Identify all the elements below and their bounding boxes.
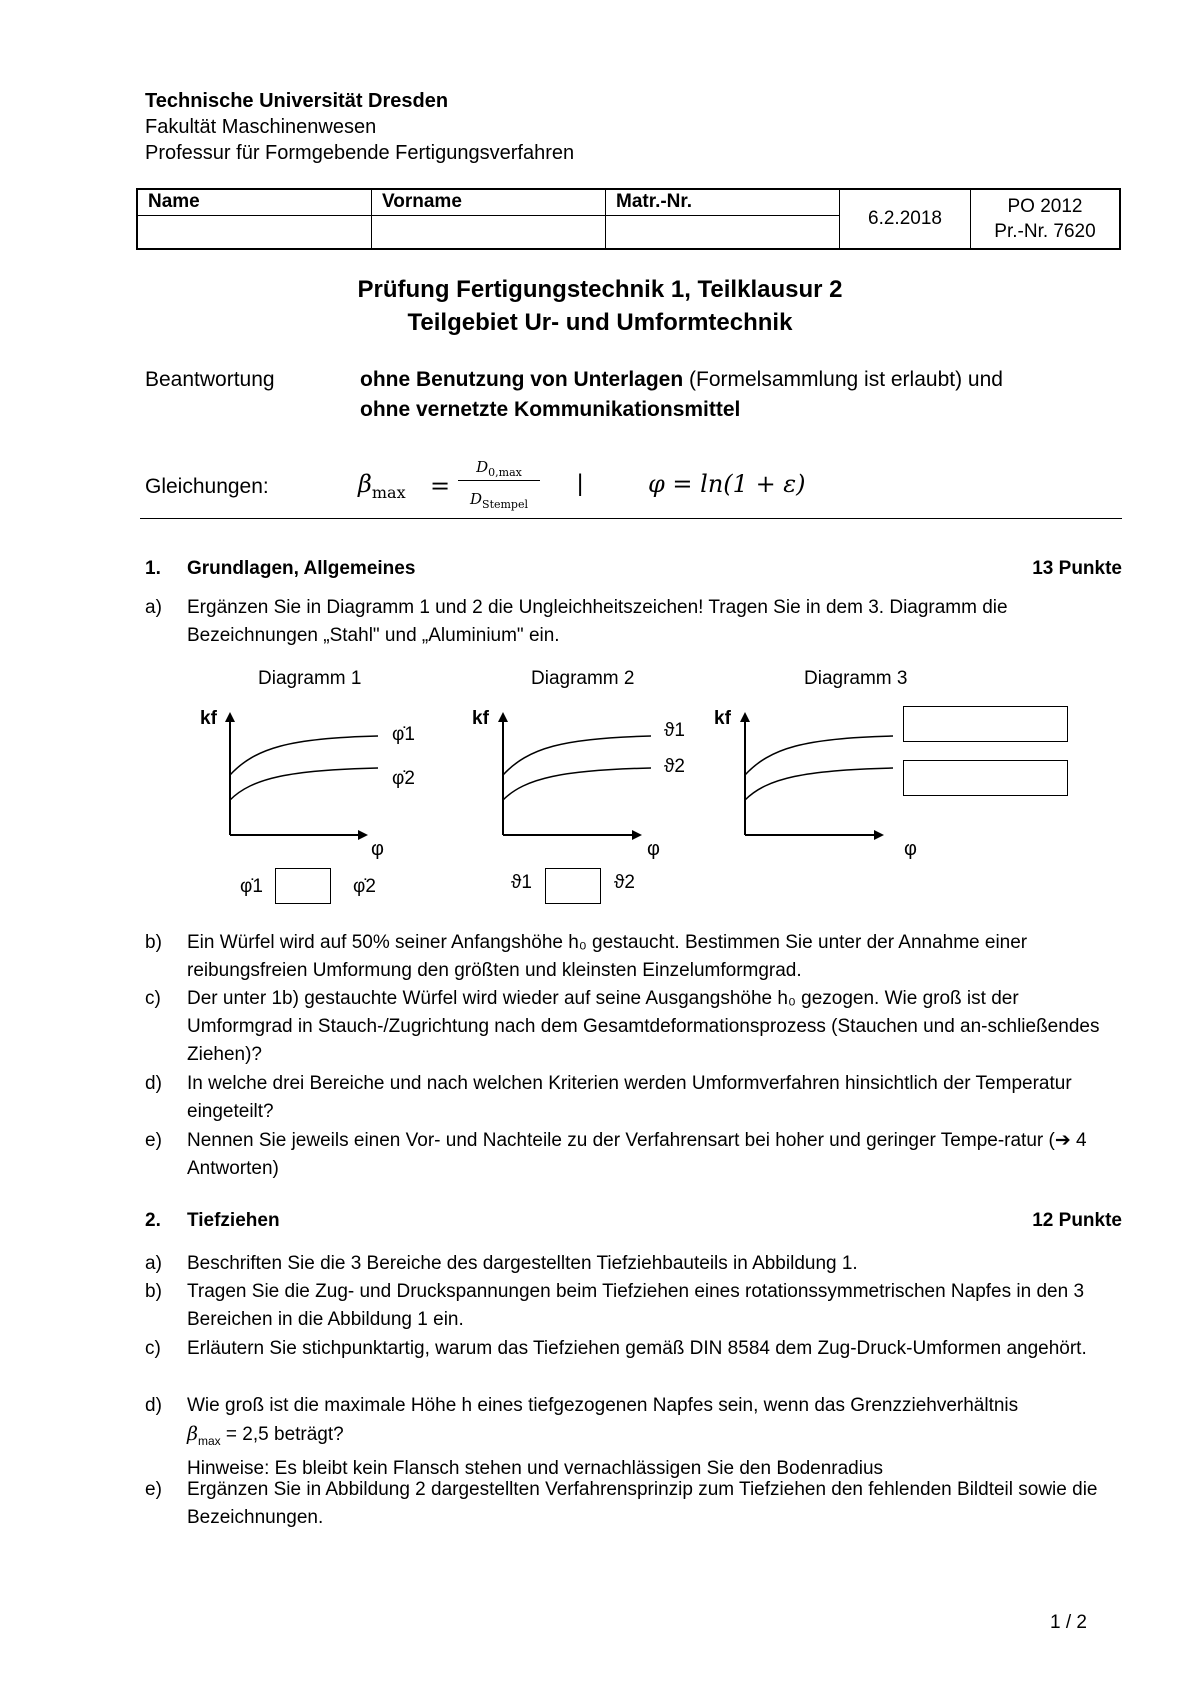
diagram1-title: Diagramm 1 xyxy=(258,668,362,689)
diagram2-compare-right: ϑ2 xyxy=(614,872,635,893)
instructions-line2: ohne vernetzte Kommunikationsmittel xyxy=(360,398,741,421)
diagram2-plot xyxy=(503,714,651,835)
vorname-label: Vorname xyxy=(372,189,606,215)
diagram3-upper-answer-box[interactable] xyxy=(903,706,1068,742)
q1b-label: b) xyxy=(145,932,162,953)
numerator-d: D xyxy=(476,458,489,476)
diagram1-inequality-box[interactable] xyxy=(275,868,331,904)
diagram1-lower-curve xyxy=(230,768,378,800)
q2d-beta: β xyxy=(187,1423,198,1445)
phi-equation: φ = ln(1 + ε) xyxy=(648,470,806,498)
q2d-label: d) xyxy=(145,1395,162,1416)
q2c-label: c) xyxy=(145,1338,161,1359)
diagram3-x-label: φ xyxy=(904,838,917,860)
diagram1-compare-left: φ̇1 xyxy=(240,876,263,897)
diagram2-y-label: kf xyxy=(472,708,489,729)
instructions-label: Beantwortung xyxy=(145,368,275,391)
matr-label: Matr.-Nr. xyxy=(606,189,840,215)
faculty-name: Fakultät Maschinenwesen xyxy=(145,116,377,138)
exam-title: Prüfung Fertigungstechnik 1, Teilklausur 2 xyxy=(357,276,843,303)
q2d-hint: Hinweise: Es bleibt kein Flansch stehen und vernachlässigen Sie den Bodenradius xyxy=(187,1457,884,1479)
diagram1-y-label: kf xyxy=(200,708,217,729)
section1-points: 13 Punkte xyxy=(1032,558,1122,579)
q2d-line1: Wie groß ist die maximale Höhe h eines tiefgezogenen Napfes sein, wenn das Grenzziehverhältnis xyxy=(187,1395,1019,1416)
fraction-numerator xyxy=(458,458,540,481)
q1e-text: Nennen Sie jeweils einen Vor- und Nachteile zu der Verfahrensart bei hoher und geringer Tempe-ratur (➔ 4 Antworten) xyxy=(187,1130,1087,1179)
q1e-label: e) xyxy=(145,1130,162,1151)
instructions-line1-bold: ohne Benutzung von Unterlagen xyxy=(360,368,684,391)
diagram2-upper-label: ϑ1 xyxy=(664,720,685,741)
denominator-sub: Stempel xyxy=(482,498,528,511)
q2d-line2-rest: = 2,5 beträgt? xyxy=(220,1424,344,1445)
chair-name: Professur für Formgebende Fertigungsverfahren xyxy=(145,142,575,164)
diagram1-upper-label: φ̇1 xyxy=(392,724,415,745)
matr-field[interactable] xyxy=(606,215,840,249)
q2d-text xyxy=(187,1392,1122,1483)
q2b-label: b) xyxy=(145,1281,162,1302)
diagram1-x-label: φ xyxy=(371,838,384,860)
q1c-text: Der unter 1b) gestauchte Würfel wird wieder auf seine Ausgangshöhe h₀ gezogen. Wie groß ist der Umformgrad in Stauch-/Zugrichtung nach dem Gesamtdeformationsprozess (Stauchen und an-schließendes Ziehen)? xyxy=(187,988,1100,1065)
q2e-text: Ergänzen Sie in Abbildung 2 dargestellten Verfahrensprinzip zum Tiefziehen den fehlenden Bildteil sowie die Bezeichnungen. xyxy=(187,1479,1098,1528)
q1a-label: a) xyxy=(145,597,162,618)
diagram2-inequality-box[interactable] xyxy=(545,868,601,904)
exam-date: 6.2.2018 xyxy=(840,189,971,249)
numerator-sub: 0,max xyxy=(488,466,522,479)
q2e-label: e) xyxy=(145,1479,162,1500)
student-info-table xyxy=(136,188,1121,250)
beta-sub: max xyxy=(371,482,406,502)
section2-title: Tiefziehen xyxy=(187,1210,280,1231)
section2-points: 12 Punkte xyxy=(1032,1210,1122,1231)
page-number: 1 / 2 xyxy=(1050,1612,1087,1633)
q2d-line2 xyxy=(187,1420,1122,1455)
exam-po-cell xyxy=(971,189,1121,249)
q2b-text: Tragen Sie die Zug- und Druckspannungen beim Tiefziehen eines rotationssymmetrischen Napfes in den 3 Bereichen in die Abbildung 1 ein. xyxy=(187,1281,1085,1330)
equations-label: Gleichungen: xyxy=(145,475,269,498)
section1-number: 1. xyxy=(145,558,161,579)
diagram1-lower-label: φ̇2 xyxy=(392,768,415,789)
q2c-text: Erläutern Sie stichpunktartig, warum das Tiefziehen gemäß DIN 8584 dem Zug-Druck-Umformen angehört. xyxy=(187,1338,1087,1359)
q1b-text: Ein Würfel wird auf 50% seiner Anfangshöhe h₀ gestaucht. Bestimmen Sie unter der Annahme einer reibungsfreien Umformung den größten und kleinsten Einzelumformgrad. xyxy=(187,932,1028,981)
q1a-text: Ergänzen Sie in Diagramm 1 und 2 die Ungleichheitszeichen! Tragen Sie in dem 3. Diagramm die Bezeichnungen „Stahl" und „Aluminium" ein. xyxy=(187,597,1008,646)
q2a-text: Beschriften Sie die 3 Bereiche des dargestellten Tiefziehbauteils in Abbildung 1. xyxy=(187,1253,858,1274)
diagram1-compare-right: φ̇2 xyxy=(353,876,376,897)
fraction-denominator xyxy=(455,490,543,511)
equation-separator: | xyxy=(577,470,584,497)
beta-symbol: β xyxy=(358,470,372,498)
name-field[interactable] xyxy=(137,215,372,249)
diagram2-lower-curve xyxy=(503,768,651,800)
diagram2-lower-label: ϑ2 xyxy=(664,756,685,777)
section2-number: 2. xyxy=(145,1210,161,1231)
po-label: PO 2012 xyxy=(1007,196,1083,217)
diagram3-y-label: kf xyxy=(714,708,731,729)
beta-max-symbol xyxy=(358,470,406,502)
diagram1-plot xyxy=(230,714,378,835)
name-label: Name xyxy=(137,189,372,215)
diagram2-title: Diagramm 2 xyxy=(531,668,635,689)
instructions-line1 xyxy=(360,368,1003,392)
q2d-beta-sub: max xyxy=(197,1433,221,1448)
q1c-label: c) xyxy=(145,988,161,1009)
diagram3-lower-answer-box[interactable] xyxy=(903,760,1068,796)
exam-subtitle: Teilgebiet Ur- und Umformtechnik xyxy=(407,309,793,336)
university-name: Technische Universität Dresden xyxy=(145,90,449,112)
vorname-field[interactable] xyxy=(372,215,606,249)
equals-sign: = xyxy=(430,472,451,500)
q1d-label: d) xyxy=(145,1073,162,1094)
diagram3-plot xyxy=(745,714,893,835)
q2a-label: a) xyxy=(145,1253,162,1274)
instructions-line1-rest: (Formelsammlung ist erlaubt) und xyxy=(683,368,1003,391)
section1-title: Grundlagen, Allgemeines xyxy=(187,558,416,579)
diagram2-x-label: φ xyxy=(647,838,660,860)
diagram3-title: Diagramm 3 xyxy=(804,668,908,689)
diagram2-compare-left: ϑ1 xyxy=(511,872,532,893)
q1d-text: In welche drei Bereiche und nach welchen Kriterien werden Umformverfahren hinsichtlich der Temperatur eingeteilt? xyxy=(187,1073,1072,1122)
pr-nr-label: Pr.-Nr. 7620 xyxy=(994,221,1096,242)
diagram3-lower-curve xyxy=(745,768,893,800)
denominator-d: D xyxy=(470,490,483,508)
separator-line xyxy=(140,518,1122,519)
